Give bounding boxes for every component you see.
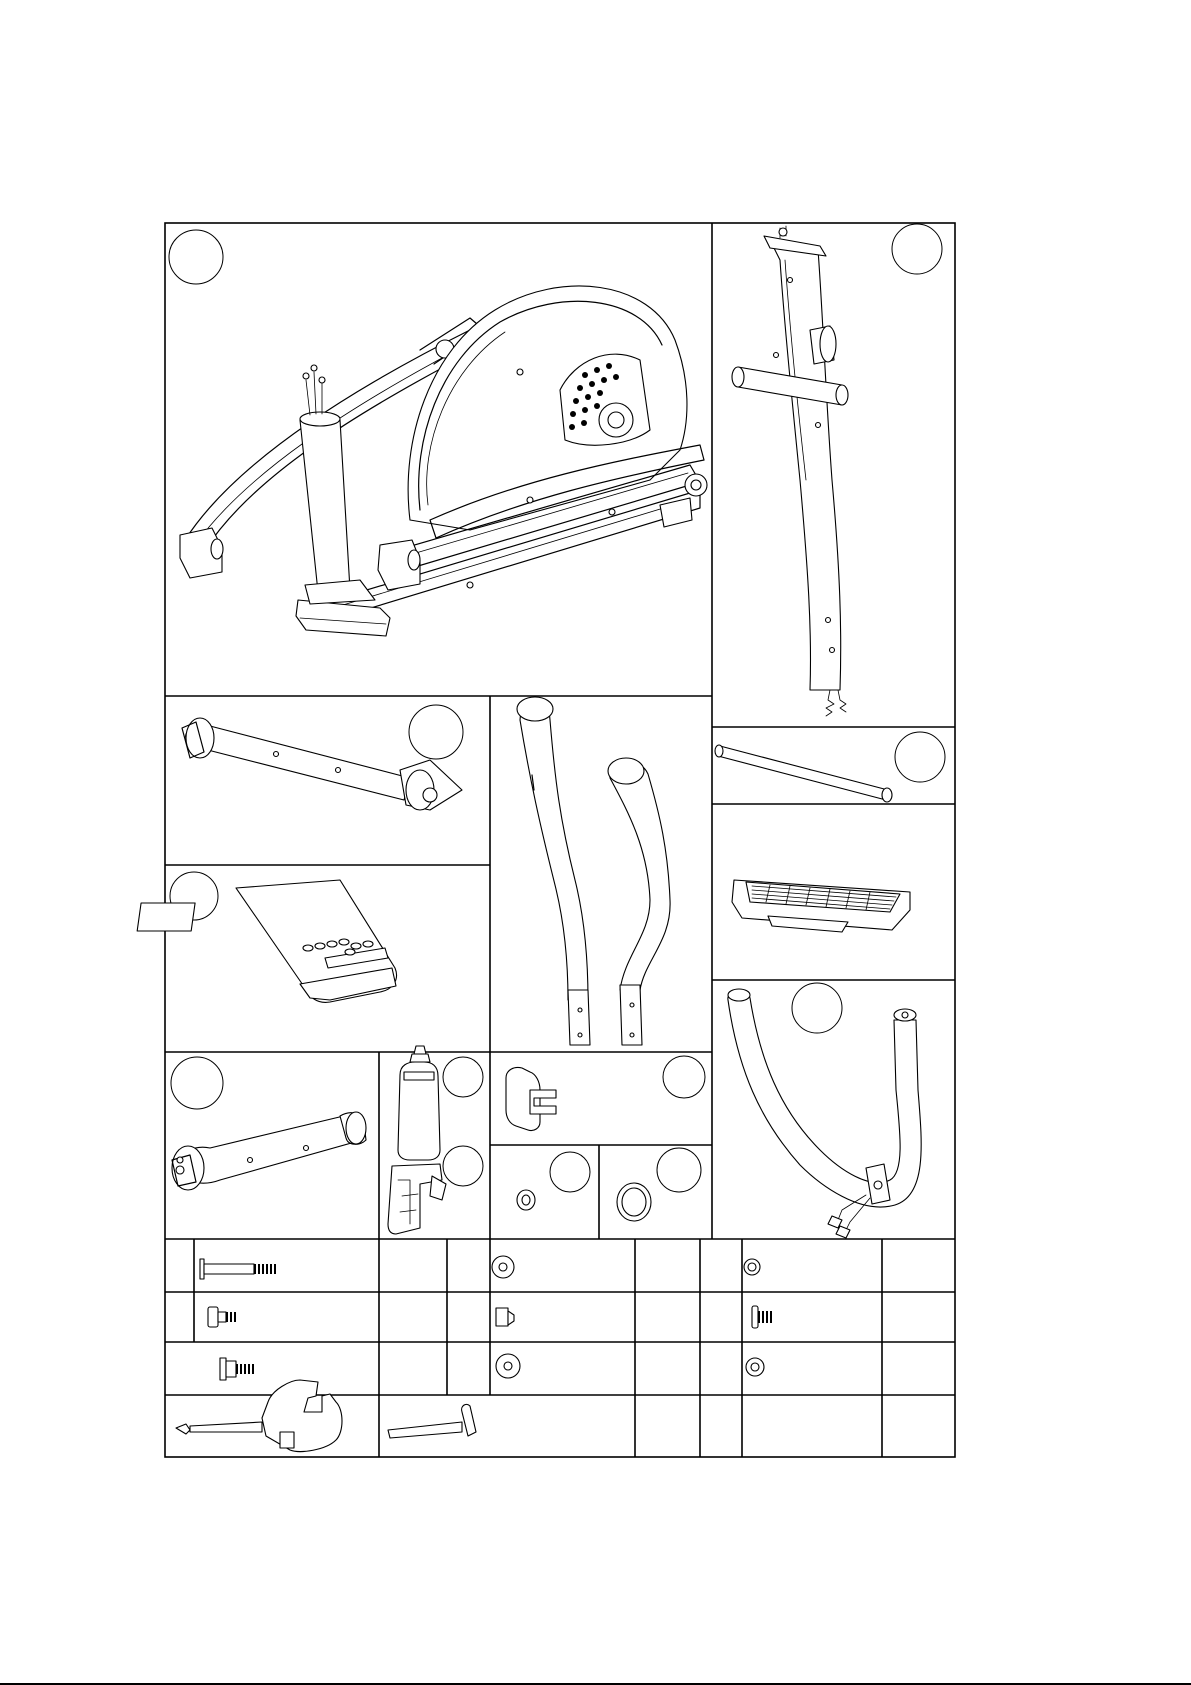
allen-key-drawing	[388, 1404, 476, 1438]
callout-circle	[657, 1148, 701, 1192]
flat-washer-medium-drawing	[496, 1354, 520, 1378]
short-bolt-drawing	[208, 1307, 236, 1327]
callout-circle	[550, 1152, 590, 1192]
multi-wrench-drawing	[176, 1380, 342, 1452]
small-washer-drawing	[744, 1259, 760, 1275]
ring-washer-drawing	[617, 1183, 651, 1221]
main-frame-assembly-drawing	[180, 286, 707, 636]
callout-circle	[409, 705, 463, 759]
screw-drawing	[752, 1306, 772, 1328]
nut-drawing	[496, 1308, 514, 1326]
callout-circle	[171, 1057, 223, 1109]
front-post-drawing	[732, 226, 848, 716]
pedal-drawing	[732, 880, 910, 932]
callout-circle	[892, 224, 942, 274]
callout-circle	[443, 1057, 483, 1097]
bottle-holder-drawing	[388, 1164, 446, 1234]
callout-circle	[443, 1146, 483, 1186]
callout-circle	[663, 1056, 705, 1098]
callout-circle	[895, 732, 945, 782]
bushing-drawing	[517, 1190, 535, 1210]
front-stabilizer-drawing	[172, 1112, 366, 1190]
end-cap-drawing	[506, 1067, 556, 1130]
callout-circle	[169, 230, 223, 284]
upper-handlebars-drawing	[517, 697, 670, 1045]
flat-washer-large-drawing	[492, 1256, 514, 1278]
axle-rod-drawing	[715, 745, 892, 802]
small-washer-2-drawing	[746, 1358, 764, 1376]
callout-circle	[792, 983, 842, 1033]
flange-bolt-drawing	[220, 1358, 254, 1380]
long-bolt-drawing	[200, 1259, 276, 1279]
water-bottle-drawing	[398, 1046, 440, 1160]
